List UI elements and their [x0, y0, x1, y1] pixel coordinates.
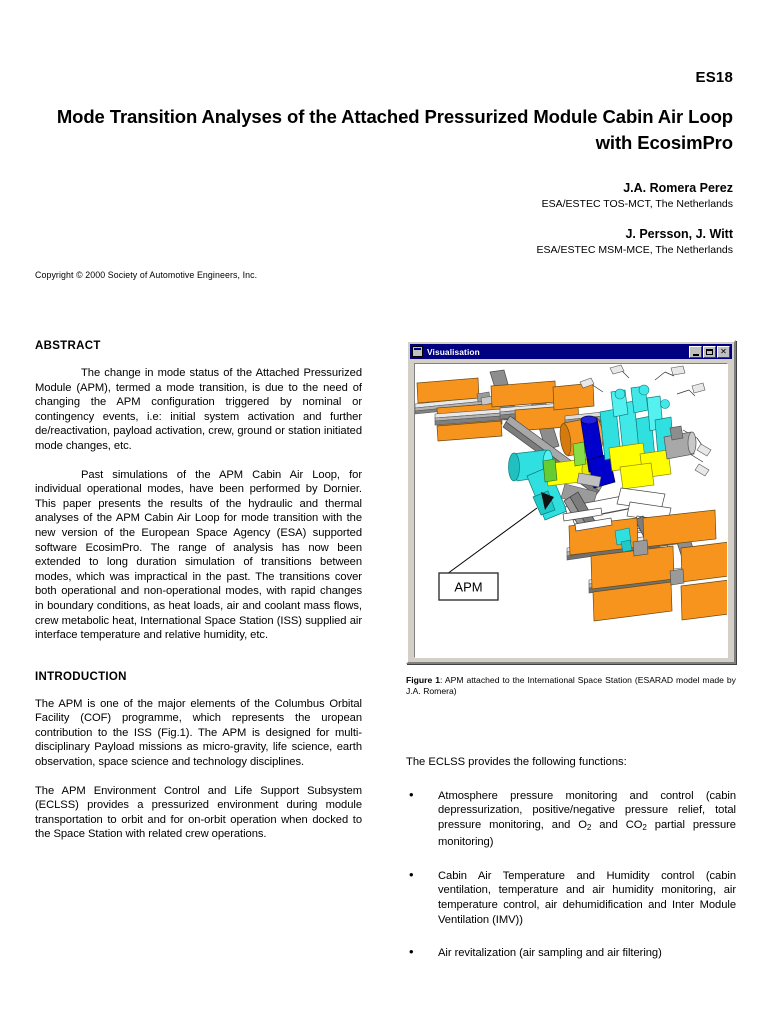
window-menu-icon[interactable] — [412, 346, 423, 357]
eclss-lead-in: The ECLSS provides the following functions: — [406, 756, 627, 768]
list-item-text-mid: and CO — [591, 818, 643, 831]
list-item-text: Cabin Air Temperature and Humidity control (cabin ventilation, temperature and air humidity monitoring, air temperature control, air dehumidification and Inter Module Ventilation (IMV)) — [438, 869, 736, 926]
abstract-paragraph-2: Past simulations of the APM Cabin Air Loop, for individual operational modes, have been performed by Dornier. This paper presents the results of the hydraulic and thermal analyses of the APM Cabin Air Loop for mode transition with the new version of the European Space Agency (ESA) supported software EcosimPro. The range of analysis has now been extended to long duration simulation of transitions between modes, which was impractical in the past. The transitions cover both operational and non-operational modes, with rapid changes in boundary conditions, as heat loads, air and coolant mass flows, crew metabolic heat, International Space Station (ISS) supplied air interface temperature and relative humidity, etc. — [35, 468, 362, 642]
author-block-1 — [542, 180, 733, 212]
author-block-2 — [537, 226, 733, 258]
figure-caption — [406, 675, 736, 697]
copyright-notice: Copyright © 2000 Society of Automotive Engineers, Inc. — [35, 270, 258, 280]
introduction-heading: INTRODUCTION — [35, 670, 127, 683]
window-controls — [689, 346, 730, 358]
close-glyph: ✕ — [720, 346, 727, 356]
figure-caption-label: Figure 1 — [406, 675, 441, 685]
minimize-button[interactable] — [689, 346, 702, 358]
introduction-paragraph-1: The APM is one of the major elements of the Columbus Orbital Facility (COF) programme, which represents the uropean contribution to the ISS (Fig.1). The APM is designed for multi-disciplinary Payload missions as micro-gravity, life science, earth observation, space science and technology disciplines. — [35, 697, 362, 769]
close-icon[interactable] — [717, 346, 730, 358]
subscript-o2: 2 — [586, 822, 592, 832]
author-affiliation: ESA/ESTEC MSM-MCE, The Netherlands — [536, 244, 733, 256]
maximize-button[interactable] — [703, 346, 716, 358]
iss-model-canvas[interactable] — [414, 363, 728, 658]
figure-block — [406, 340, 736, 697]
left-column — [35, 340, 362, 842]
abstract-paragraph-1: The change in mode status of the Attached Pressurized Module (APM), termed a mode transition, is due to the need of changing the APM configuration triggered by nominal or contingency events, i.e: initial system activation and further de/reactivation, payload activation, crew, ground or station initiated mode changes, etc. — [35, 367, 362, 452]
bullet-icon: • — [409, 866, 414, 882]
list-item — [406, 786, 736, 850]
figure-caption-text: : APM attached to the International Space Station (ESARAD model made by J.A. Romera) — [406, 675, 736, 696]
author-affiliation: ESA/ESTEC TOS-MCT, The Netherlands — [541, 198, 733, 210]
subscript-co2: 2 — [642, 822, 647, 832]
bullet-icon: • — [409, 944, 414, 960]
apm-annotation-label: APM — [454, 579, 483, 595]
window-title-bar[interactable] — [410, 344, 732, 359]
list-item-text: Air revitalization (air sampling and air filtering) — [438, 947, 662, 960]
introduction-paragraph-2: The APM Environment Control and Life Support Subsystem (ECLSS) provides a pressurized environment during module transportation to orbit and for on-orbit operation when docked to the Space Station with related crew operations. — [35, 784, 362, 841]
iss-esarad-model — [415, 364, 728, 658]
bullet-icon: • — [409, 786, 414, 802]
list-item-text-post: partial pressure monitoring) — [438, 818, 736, 849]
list-item-text-pre: Atmosphere pressure monitoring and control (cabin depressurization, positive/negative pressure relief, total pressure monitoring, and O — [438, 789, 736, 831]
visualisation-window[interactable] — [406, 340, 736, 664]
abstract-heading: ABSTRACT — [35, 340, 101, 352]
document-number: ES18 — [695, 69, 733, 86]
eclss-function-list — [406, 786, 736, 961]
list-item — [406, 866, 736, 927]
page-title: Mode Transition Analyses of the Attached Pressurized Module Cabin Air Loop with EcosimPro — [56, 106, 733, 153]
author-name: J.A. Romera Perez — [623, 181, 733, 195]
list-item — [406, 946, 736, 961]
window-title: Visualisation — [427, 346, 480, 357]
eclss-functions-block — [406, 755, 736, 961]
author-name: J. Persson, J. Witt — [625, 227, 733, 241]
